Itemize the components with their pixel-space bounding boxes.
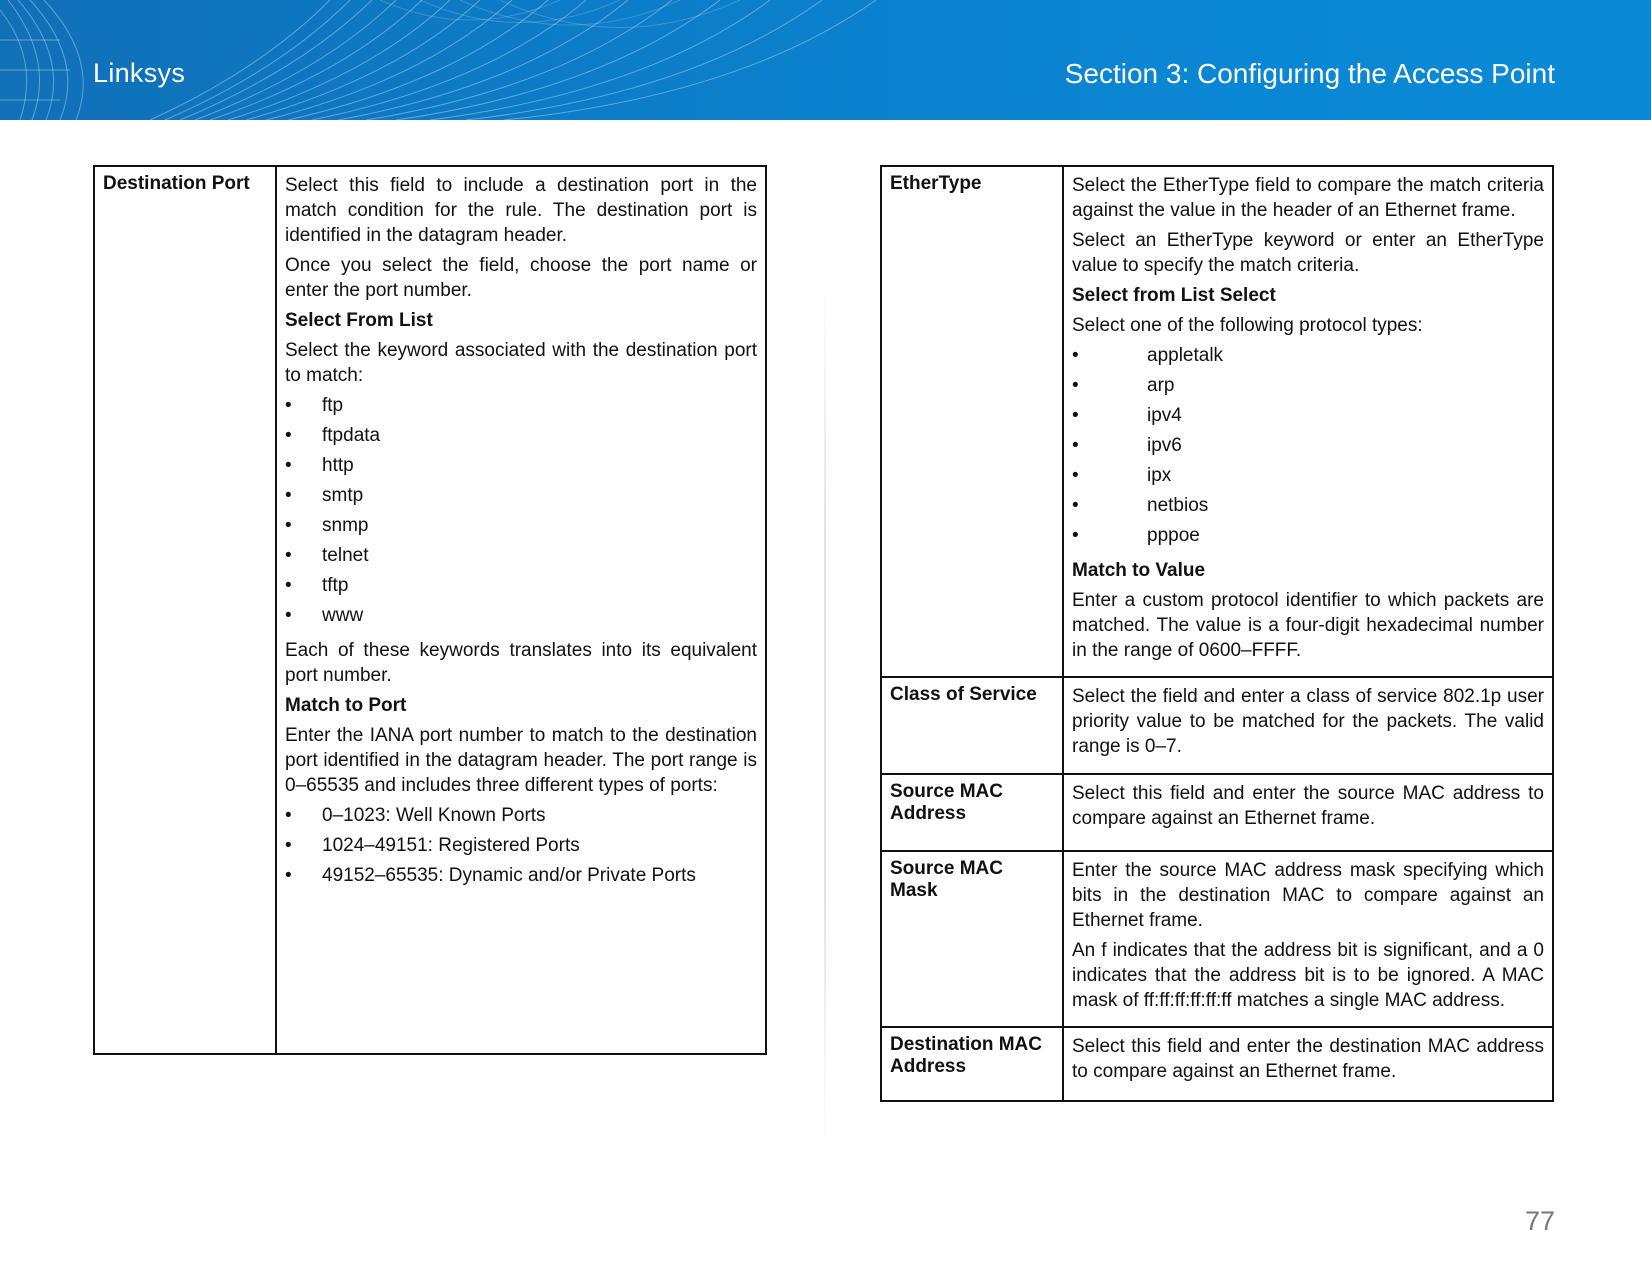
list-item: • snmp <box>285 513 757 543</box>
section-title: Section 3: Configuring the Access Point <box>1064 58 1555 89</box>
description-cell <box>1063 774 1553 851</box>
paragraph: Select an EtherType keyword or enter an EtherType value to specify the match criteria. <box>1072 230 1544 276</box>
paragraph: Enter a custom protocol identifier to which packets are matched. The value is a four-digit hexadecimal number in the range of 0600–FFFF. <box>1072 590 1544 661</box>
table-row <box>94 166 766 1054</box>
subheading: Match to Value <box>1072 560 1206 581</box>
paragraph: An f indicates that the address bit is significant, and a 0 indicates that the address bit is to be ignored. A MAC mask of ff:ff:ff:ff:ff:ff matches a single MAC address. <box>1072 940 1544 1011</box>
paragraph: Select the keyword associated with the destination port to match: <box>285 340 757 386</box>
subheading: Select from List Select <box>1072 285 1276 306</box>
list-item: • 0–1023: Well Known Ports <box>285 803 757 833</box>
paragraph: Select one of the following protocol types: <box>1072 315 1423 336</box>
destination-port-table <box>93 165 767 1055</box>
table-row <box>881 774 1553 851</box>
protocol-list <box>1072 343 1544 553</box>
list-item: • tftp <box>285 573 757 603</box>
list-item: • ipv4 <box>1072 403 1544 433</box>
table-row <box>881 851 1553 1027</box>
description-cell <box>1063 166 1553 677</box>
description-cell <box>276 166 766 1054</box>
list-item: • appletalk <box>1072 343 1544 373</box>
column-divider <box>824 275 826 1155</box>
keyword-list <box>285 393 757 633</box>
list-item: • ipx <box>1072 463 1544 493</box>
paragraph: Enter the source MAC address mask specifying which bits in the destination MAC to compare against an Ethernet frame. <box>1072 860 1544 931</box>
brand-name: Linksys <box>93 58 186 88</box>
match-criteria-table <box>880 165 1554 1102</box>
term-cell: Destination Port <box>94 166 276 1054</box>
description-cell <box>1063 1027 1553 1101</box>
term-cell: Source MAC Address <box>881 774 1063 851</box>
port-type-list <box>285 803 757 893</box>
list-item: • http <box>285 453 757 483</box>
term-cell: Source MAC Mask <box>881 851 1063 1027</box>
list-item: • netbios <box>1072 493 1544 523</box>
list-item: • pppoe <box>1072 523 1544 553</box>
table-row <box>881 677 1553 774</box>
paragraph: Select this field and enter the destination MAC address to compare against an Ethernet frame. <box>1072 1036 1544 1082</box>
list-item: • smtp <box>285 483 757 513</box>
list-item: • ipv6 <box>1072 433 1544 463</box>
subheading: Match to Port <box>285 695 407 716</box>
paragraph: Once you select the field, choose the port name or enter the port number. <box>285 255 757 301</box>
paragraph: Select this field and enter the source MAC address to compare against an Ethernet frame. <box>1072 783 1544 829</box>
list-item: • 1024–49151: Registered Ports <box>285 833 757 863</box>
paragraph: Enter the IANA port number to match to the destination port identified in the datagram header. The port range is 0–65535 and includes three different types of ports: <box>285 725 757 796</box>
description-cell <box>1063 851 1553 1027</box>
header-banner <box>0 0 1651 120</box>
paragraph: Select this field to include a destination port in the match condition for the rule. The destination port is identified in the datagram header. <box>285 175 757 246</box>
table-row <box>881 1027 1553 1101</box>
list-item: • arp <box>1072 373 1544 403</box>
list-item: • ftpdata <box>285 423 757 453</box>
list-item: • 49152–65535: Dynamic and/or Private Ports <box>285 863 757 893</box>
table-row <box>881 166 1553 677</box>
list-item: • telnet <box>285 543 757 573</box>
paragraph: Select the EtherType field to compare the match criteria against the value in the header of an Ethernet frame. <box>1072 175 1544 221</box>
list-item: • ftp <box>285 393 757 423</box>
subheading: Select From List <box>285 310 433 331</box>
term-cell: Class of Service <box>881 677 1063 774</box>
paragraph: Each of these keywords translates into its equivalent port number. <box>285 640 757 686</box>
term-cell: EtherType <box>881 166 1063 677</box>
description-cell <box>1063 677 1553 774</box>
page-number: 77 <box>1524 1206 1555 1236</box>
term-cell: Destination MAC Address <box>881 1027 1063 1101</box>
paragraph: Select the field and enter a class of service 802.1p user priority value to be matched for the packets. The valid range is 0–7. <box>1072 686 1544 757</box>
list-item: • www <box>285 603 757 633</box>
